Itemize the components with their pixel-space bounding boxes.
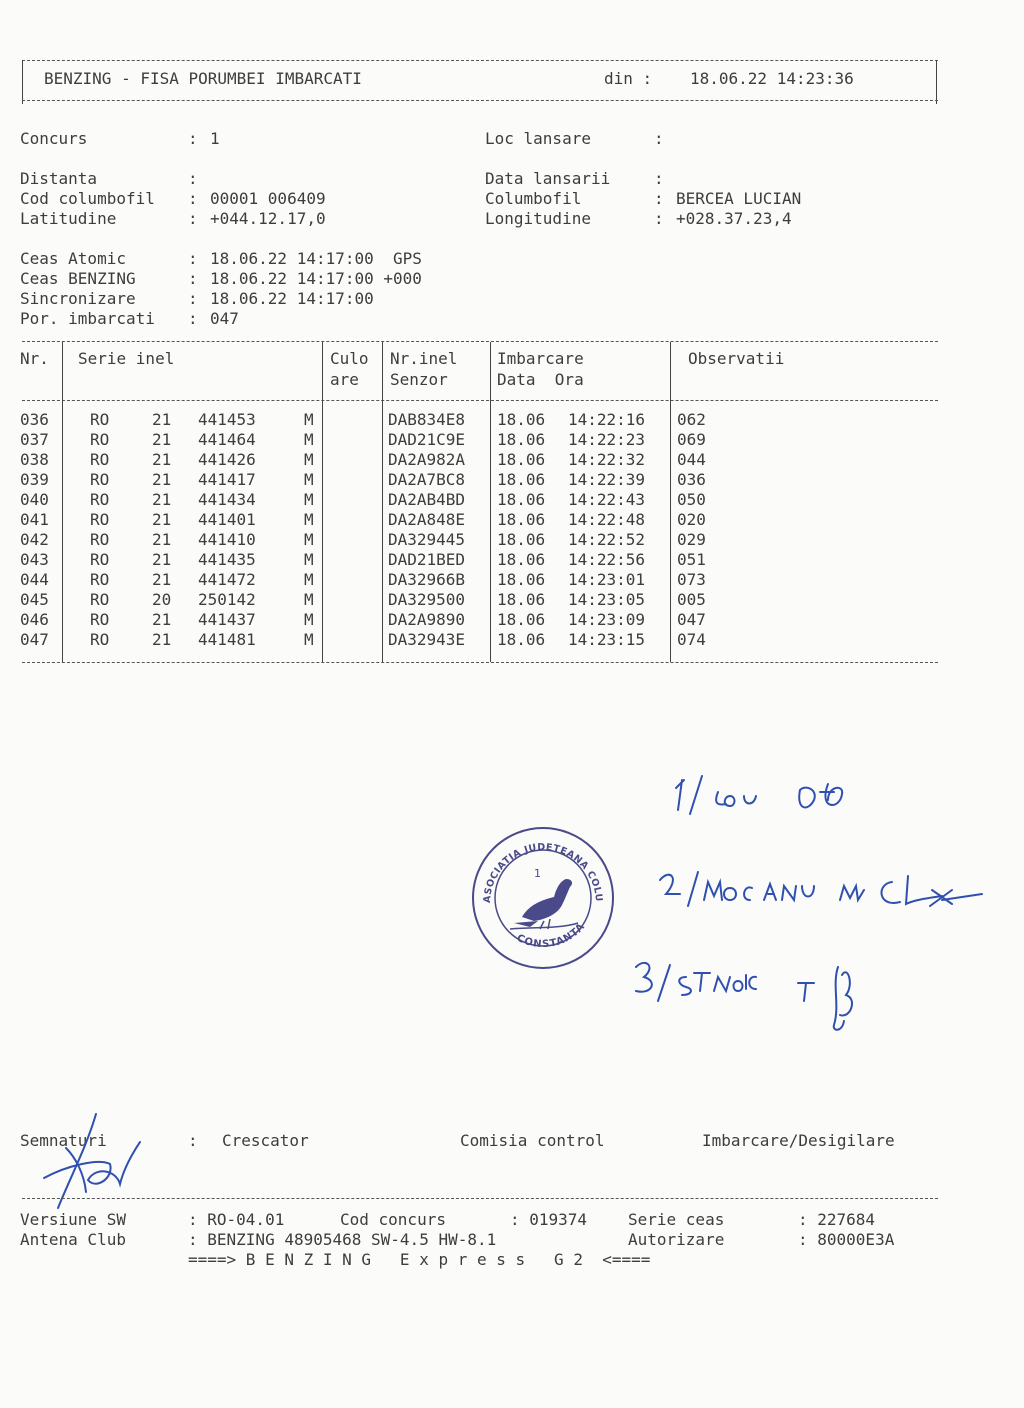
row-country: RO <box>90 530 110 549</box>
sep: : <box>188 189 198 208</box>
sincronizare-value: 18.06.22 14:17:00 <box>210 289 374 308</box>
data-lansarii-label: Data lansarii <box>485 169 611 188</box>
row-nr: 039 <box>20 470 49 489</box>
sep: : <box>188 309 198 328</box>
crescator-signature <box>36 1108 166 1222</box>
comisia-control-label: Comisia control <box>460 1131 605 1150</box>
row-sensor: DA32966B <box>388 570 466 589</box>
table-bottom-border <box>22 662 938 663</box>
header-datetime: 18.06.22 14:23:36 <box>690 69 854 88</box>
row-sex: M <box>304 550 314 569</box>
row-nr: 043 <box>20 550 49 569</box>
handwritten-note-2 <box>652 860 992 934</box>
row-observatii: 044 <box>677 450 706 469</box>
row-year: 21 <box>152 470 172 489</box>
row-ring: 441434 <box>198 490 256 509</box>
row-sensor: DA2A982A <box>388 450 466 469</box>
row-observatii: 074 <box>677 630 706 649</box>
latitudine-label: Latitudine <box>20 209 117 228</box>
handwritten-note-1 <box>668 770 888 834</box>
distanta-label: Distanta <box>20 169 98 188</box>
ceas-benzing-label: Ceas BENZING <box>20 269 136 288</box>
col-header-nr-inel-1: Nr.inel <box>390 349 458 368</box>
por-imbarcati-label: Por. imbarcati <box>20 309 155 328</box>
row-country: RO <box>90 630 110 649</box>
row-nr: 042 <box>20 530 49 549</box>
row-sensor: DA2A9890 <box>388 610 466 629</box>
row-date: 18.06 <box>497 430 546 449</box>
serie-ceas-label: Serie ceas <box>628 1210 725 1229</box>
row-date: 18.06 <box>497 410 546 429</box>
sep: : <box>188 249 198 268</box>
row-observatii: 062 <box>677 410 706 429</box>
row-nr: 044 <box>20 570 49 589</box>
col-sep-senzor <box>490 342 491 662</box>
row-ring: 441464 <box>198 430 256 449</box>
serie-ceas-value: : 227684 <box>798 1210 876 1229</box>
row-ring: 441453 <box>198 410 256 429</box>
autorizare-label: Autorizare <box>628 1230 725 1249</box>
row-country: RO <box>90 550 110 569</box>
row-ring: 441481 <box>198 630 256 649</box>
row-nr: 041 <box>20 510 49 529</box>
pigeon-icon <box>514 879 572 929</box>
row-year: 21 <box>152 510 172 529</box>
row-year: 21 <box>152 490 172 509</box>
row-country: RO <box>90 410 110 429</box>
row-sensor: DA2AB4BD <box>388 490 466 509</box>
row-observatii: 050 <box>677 490 706 509</box>
sep: : <box>188 269 198 288</box>
row-ring: 441410 <box>198 530 256 549</box>
crescator-label: Crescator <box>222 1131 309 1150</box>
row-ring: 441417 <box>198 470 256 489</box>
imbarcare-desigilare-label: Imbarcare/Desigilare <box>702 1131 895 1150</box>
row-time: 14:23:15 <box>568 630 646 649</box>
row-year: 21 <box>152 610 172 629</box>
antena-club-label: Antena Club <box>20 1230 126 1249</box>
cod-columbofil-label: Cod columbofil <box>20 189 155 208</box>
sep: : <box>188 129 198 148</box>
col-header-culoare-1: Culo <box>330 349 369 368</box>
row-sensor: DAB834E8 <box>388 410 466 429</box>
footer-border <box>22 1198 938 1199</box>
row-sex: M <box>304 510 314 529</box>
row-year: 21 <box>152 530 172 549</box>
row-sex: M <box>304 530 314 549</box>
latitudine-value: +044.12.17,0 <box>210 209 326 228</box>
loc-lansare-label: Loc lansare <box>485 129 591 148</box>
row-observatii: 029 <box>677 530 706 549</box>
sep: : <box>654 189 664 208</box>
row-date: 18.06 <box>497 510 546 529</box>
row-nr: 047 <box>20 630 49 649</box>
row-country: RO <box>90 610 110 629</box>
handwriting-1-svg <box>668 770 888 830</box>
row-time: 14:23:01 <box>568 570 646 589</box>
row-sex: M <box>304 470 314 489</box>
longitudine-label: Longitudine <box>485 209 591 228</box>
col-header-nr: Nr. <box>20 349 49 368</box>
row-nr: 040 <box>20 490 49 509</box>
club-stamp <box>470 825 616 971</box>
semnaturi-sep: : <box>188 1131 198 1150</box>
autorizare-value: : 80000E3A <box>798 1230 895 1249</box>
row-sensor: DAD21BED <box>388 550 466 569</box>
col-header-nr-inel-2: Senzor <box>390 370 448 389</box>
row-date: 18.06 <box>497 490 546 509</box>
row-time: 14:22:23 <box>568 430 646 449</box>
document-title: BENZING - FISA PORUMBEI IMBARCATI <box>44 69 362 88</box>
row-time: 14:22:56 <box>568 550 646 569</box>
row-date: 18.06 <box>497 610 546 629</box>
row-date: 18.06 <box>497 470 546 489</box>
col-header-culoare-2: are <box>330 370 359 389</box>
row-sex: M <box>304 430 314 449</box>
stamp-svg <box>470 825 616 971</box>
row-date: 18.06 <box>497 590 546 609</box>
handwritten-note-3 <box>628 955 878 1049</box>
versiune-sw-label: Versiune SW <box>20 1210 126 1229</box>
stamp-number: 1 <box>534 867 541 880</box>
row-year: 20 <box>152 590 172 609</box>
sep: : <box>188 169 198 188</box>
cod-columbofil-value: 00001 006409 <box>210 189 326 208</box>
handwriting-2-svg <box>652 860 992 930</box>
col-header-imbarcare-1: Imbarcare <box>497 349 584 368</box>
row-date: 18.06 <box>497 570 546 589</box>
col-header-serie-inel: Serie inel <box>78 349 175 368</box>
row-observatii: 073 <box>677 570 706 589</box>
row-ring: 250142 <box>198 590 256 609</box>
sep: : <box>654 129 664 148</box>
row-nr: 038 <box>20 450 49 469</box>
row-date: 18.06 <box>497 630 546 649</box>
col-header-imbarcare-2: Data Ora <box>497 370 584 389</box>
row-sensor: DA2A7BC8 <box>388 470 466 489</box>
row-observatii: 036 <box>677 470 706 489</box>
row-country: RO <box>90 470 110 489</box>
row-date: 18.06 <box>497 550 546 569</box>
stamp-top-text: ASOCIATIA JUDETEANA COLU <box>481 841 605 904</box>
col-header-observatii: Observatii <box>688 349 785 368</box>
cod-concurs-value: : 019374 <box>510 1210 588 1229</box>
row-observatii: 051 <box>677 550 706 569</box>
row-country: RO <box>90 450 110 469</box>
row-sensor: DAD21C9E <box>388 430 466 449</box>
sep: : <box>188 289 198 308</box>
concurs-value: 1 <box>210 129 220 148</box>
row-sex: M <box>304 610 314 629</box>
row-time: 14:22:48 <box>568 510 646 529</box>
row-sensor: DA2A848E <box>388 510 466 529</box>
sep: : <box>188 209 198 228</box>
header-bottom-border <box>22 100 938 101</box>
row-year: 21 <box>152 450 172 469</box>
row-sex: M <box>304 450 314 469</box>
row-sensor: DA329445 <box>388 530 466 549</box>
row-sensor: DA329500 <box>388 590 466 609</box>
row-country: RO <box>90 570 110 589</box>
row-year: 21 <box>152 430 172 449</box>
row-nr: 037 <box>20 430 49 449</box>
row-nr: 036 <box>20 410 49 429</box>
row-observatii: 005 <box>677 590 706 609</box>
row-country: RO <box>90 490 110 509</box>
row-country: RO <box>90 430 110 449</box>
row-date: 18.06 <box>497 530 546 549</box>
row-ring: 441401 <box>198 510 256 529</box>
row-year: 21 <box>152 630 172 649</box>
row-nr: 045 <box>20 590 49 609</box>
sincronizare-label: Sincronizare <box>20 289 136 308</box>
row-time: 14:22:39 <box>568 470 646 489</box>
table-header-border <box>22 400 938 401</box>
handwriting-3-svg <box>628 955 878 1045</box>
row-time: 14:22:52 <box>568 530 646 549</box>
row-time: 14:22:32 <box>568 450 646 469</box>
header-left-border <box>22 60 23 104</box>
col-sep-nr <box>62 342 63 662</box>
row-sex: M <box>304 410 314 429</box>
benzing-banner: ====> B E N Z I N G E x p r e s s G 2 <==== <box>188 1250 651 1269</box>
row-nr: 046 <box>20 610 49 629</box>
row-ring: 441472 <box>198 570 256 589</box>
row-sex: M <box>304 490 314 509</box>
row-observatii: 020 <box>677 510 706 529</box>
columbofil-value: BERCEA LUCIAN <box>676 189 802 208</box>
row-sex: M <box>304 590 314 609</box>
table-top-border <box>22 341 938 342</box>
sep: : <box>654 169 664 188</box>
row-time: 14:23:05 <box>568 590 646 609</box>
signature-svg <box>36 1108 166 1218</box>
cod-concurs-label: Cod concurs <box>340 1210 446 1229</box>
longitudine-value: +028.37.23,4 <box>676 209 792 228</box>
header-top-border <box>22 60 938 61</box>
versiune-sw-value: : RO-04.01 <box>188 1210 285 1229</box>
concurs-label: Concurs <box>20 129 88 148</box>
col-sep-imbarcare <box>670 342 671 662</box>
row-date: 18.06 <box>497 450 546 469</box>
stamp-bottom-text: CONSTANTA <box>514 920 588 951</box>
col-sep-serie <box>322 342 323 662</box>
row-country: RO <box>90 510 110 529</box>
row-year: 21 <box>152 410 172 429</box>
row-time: 14:22:16 <box>568 410 646 429</box>
ceas-atomic-label: Ceas Atomic <box>20 249 126 268</box>
antena-club-value: : BENZING 48905468 SW-4.5 HW-8.1 <box>188 1230 497 1249</box>
row-observatii: 047 <box>677 610 706 629</box>
row-sensor: DA32943E <box>388 630 466 649</box>
columbofil-label: Columbofil <box>485 189 582 208</box>
header-din-label: din : <box>604 69 653 88</box>
row-ring: 441435 <box>198 550 256 569</box>
row-country: RO <box>90 590 110 609</box>
row-observatii: 069 <box>677 430 706 449</box>
row-year: 21 <box>152 570 172 589</box>
row-time: 14:22:43 <box>568 490 646 509</box>
row-sex: M <box>304 570 314 589</box>
row-ring: 441426 <box>198 450 256 469</box>
ceas-benzing-value: 18.06.22 14:17:00 +000 <box>210 269 422 288</box>
row-year: 21 <box>152 550 172 569</box>
row-sex: M <box>304 630 314 649</box>
row-ring: 441437 <box>198 610 256 629</box>
col-sep-culoare <box>382 342 383 662</box>
header-right-border <box>936 60 937 104</box>
por-imbarcati-value: 047 <box>210 309 239 328</box>
row-time: 14:23:09 <box>568 610 646 629</box>
sep: : <box>654 209 664 228</box>
semnaturi-label: Semnaturi <box>20 1131 107 1150</box>
ceas-atomic-value: 18.06.22 14:17:00 GPS <box>210 249 422 268</box>
